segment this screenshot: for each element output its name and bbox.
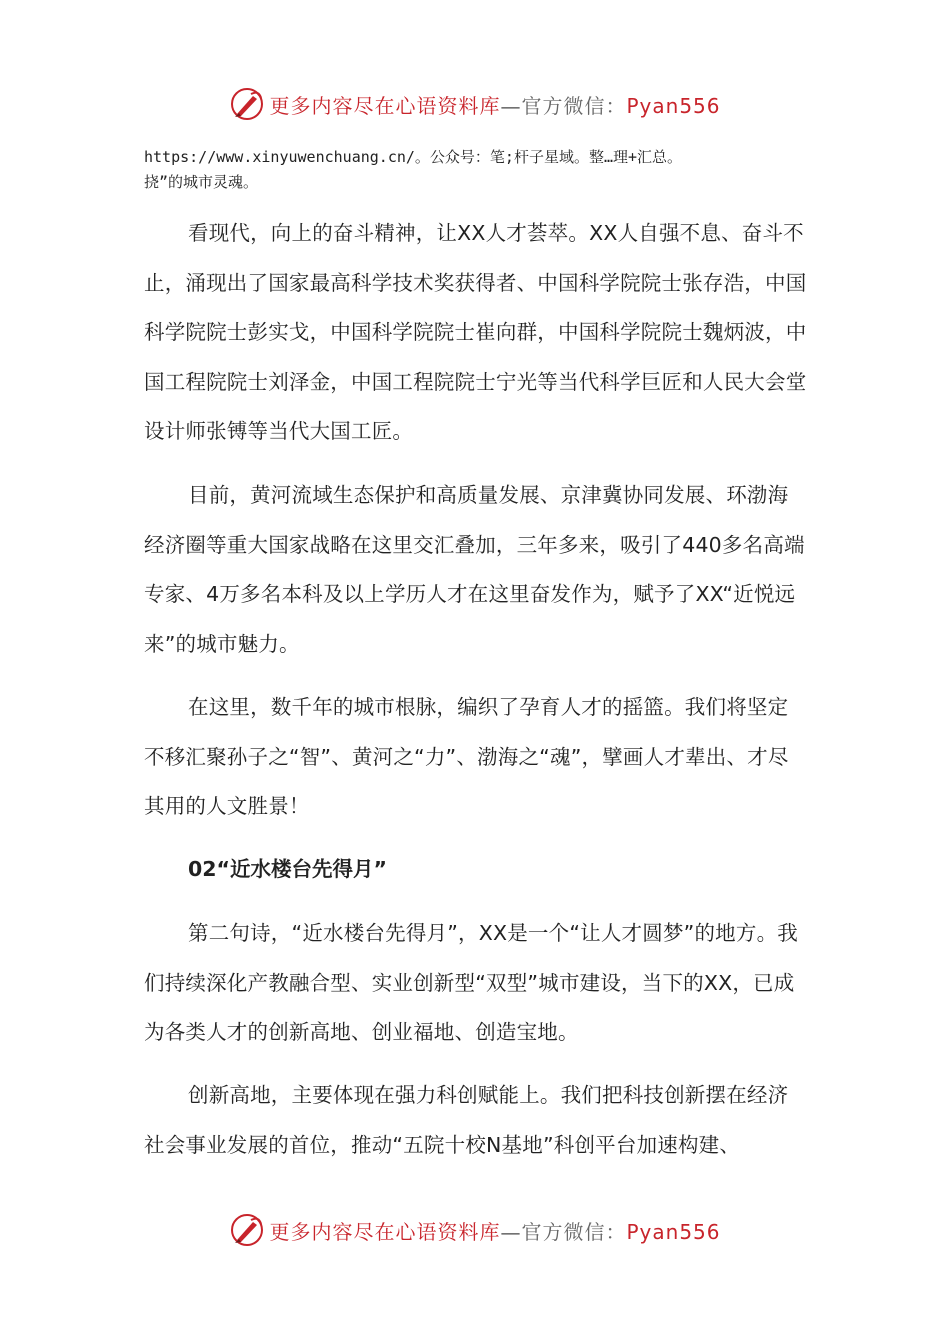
banner-text — [269, 1216, 720, 1245]
header-banner — [0, 84, 950, 124]
footer-banner — [0, 1210, 950, 1250]
paragraph-second-poem: 第二句诗，“近水楼台先得月”，XX是一个“让人才圆梦”的地方。我们持续深化产教融合型、实业创新型“双型”城市建设，当下的XX，已成为各类人才的创新高地、创业福地、创造宝地。 — [144, 921, 798, 1044]
banner-dash: — — [500, 1219, 522, 1244]
pen-logo-icon — [229, 86, 265, 122]
banner-wechat-id: Pyan556 — [626, 93, 721, 118]
banner-wechat-label: 官方微信： — [521, 1219, 627, 1244]
section-heading: 02“近水楼台先得月” — [188, 857, 387, 881]
paragraph-national-strategy: 目前，黄河流域生态保护和高质量发展、京津冀协同发展、环渤海经济圈等重大国家战略在这里交汇叠加，三年多来，吸引了440多名高端专家、4万多名本科及以上学历人才在这里奋发作为，赋予了XX“近悦远来”的城市魅力。 — [144, 483, 805, 656]
continuation-line: 挠”的城市灵魂。 — [144, 173, 259, 191]
banner-title: 更多内容尽在心语资料库 — [269, 1219, 501, 1244]
paragraph-innovation: 创新高地，主要体现在强力科创赋能上。我们把科技创新摆在经济社会事业发展的首位，推动“五院十校N基地”科创平台加速构建、 — [144, 1083, 789, 1157]
banner-dash: — — [500, 93, 522, 118]
url-line: https://www.xinyuwenchuang.cn/。公众号：笔;杆子星域。整…理+汇总。 — [144, 148, 683, 166]
paragraph-cultural-roots: 在这里，数千年的城市根脉，编织了孕育人才的摇篮。我们将坚定不移汇聚孙子之“智”、黄河之“力”、渤海之“魂”，擘画人才辈出、才尽其用的人文胜景！ — [144, 695, 789, 818]
paragraph-modern-spirit: 看现代，向上的奋斗精神，让XX人才荟萃。XX人自强不息、奋斗不止，涌现出了国家最高科学技术奖获得者、中国科学院院士张存浩，中国科学院院士彭实戈，中国科学院院士崔向群，中国科学院院士魏炳波，中国工程院院士刘泽金，中国工程院院士宁光等当代科学巨匠和人民大会堂设计师张镈等当代大国工匠。 — [144, 221, 807, 443]
banner-title: 更多内容尽在心语资料库 — [269, 93, 501, 118]
banner-text — [269, 90, 720, 119]
banner-wechat-label: 官方微信： — [521, 93, 627, 118]
banner-wechat-id: Pyan556 — [626, 1219, 721, 1244]
pen-logo-icon — [229, 1212, 265, 1248]
